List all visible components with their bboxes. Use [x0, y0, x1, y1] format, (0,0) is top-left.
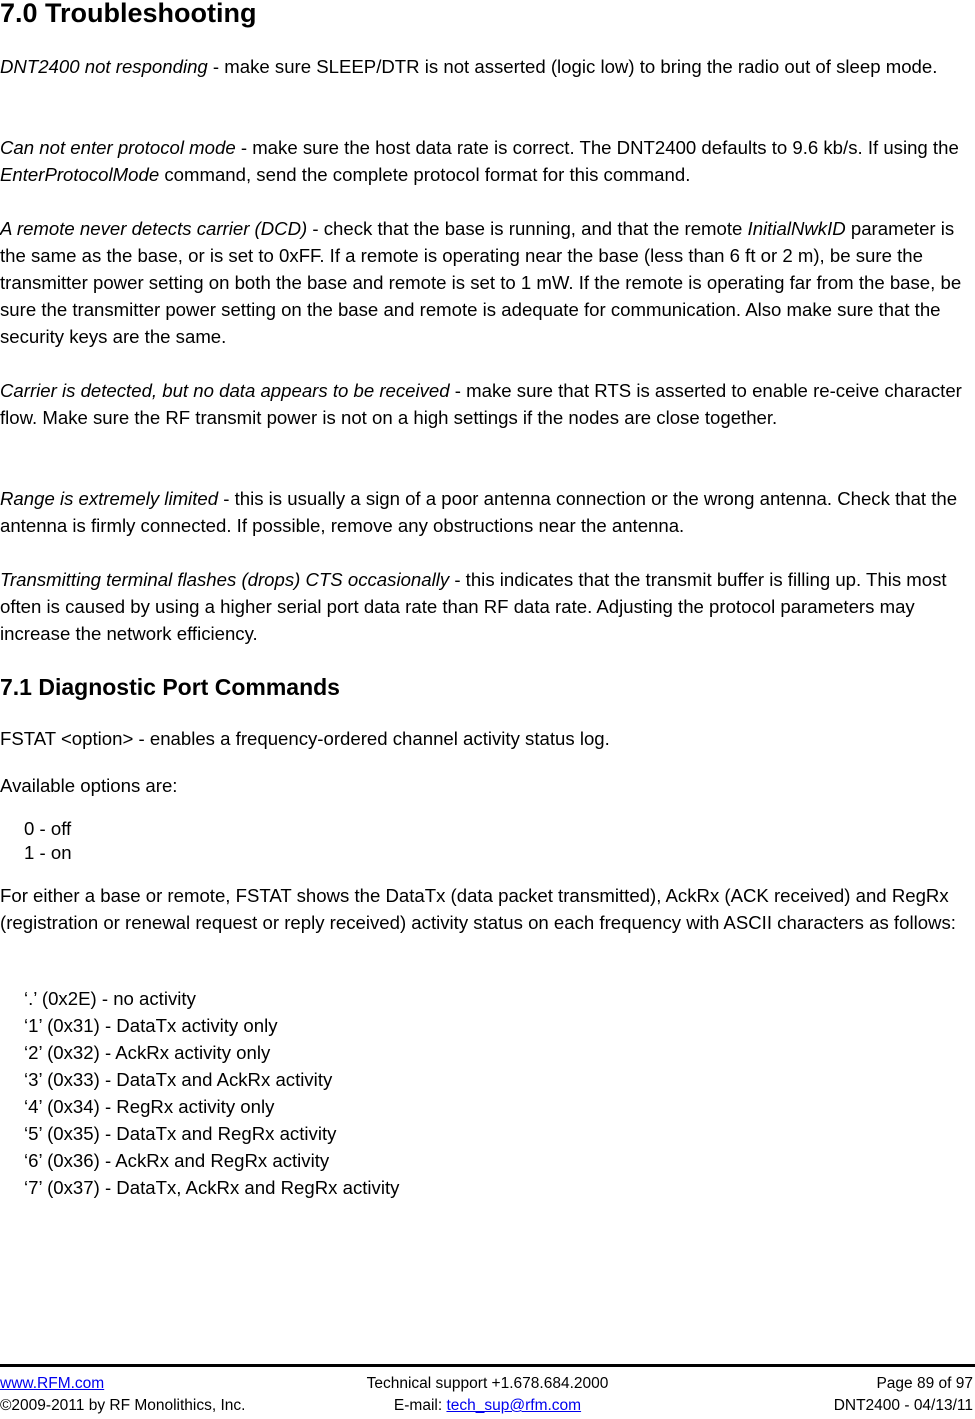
- options-intro: Available options are:: [0, 775, 178, 796]
- copyright: ©2009-2011 by RF Monolithics, Inc.: [0, 1397, 246, 1414]
- code-item: ‘1’ (0x31) - DataTx activity only: [24, 1015, 278, 1036]
- troubleshooting-item: [0, 134, 975, 188]
- item-text: - this is usually a sign of a poor antenna connection or the wrong antenna. Check that the antenna is firmly connected. If possible, remove any obstructions near the antenna.: [0, 488, 958, 536]
- item-lead: Transmitting terminal flashes (drops) CTS occasionally: [0, 569, 450, 590]
- code-item: ‘.’ (0x2E) - no activity: [24, 988, 196, 1009]
- section-heading-diagnostic: 7.1 Diagnostic Port Commands: [0, 674, 340, 700]
- code-item: ‘3’ (0x33) - DataTx and AckRx activity: [24, 1069, 333, 1090]
- code-item: ‘7’ (0x37) - DataTx, AckRx and RegRx activity: [24, 1177, 400, 1198]
- troubleshooting-item: [0, 377, 975, 431]
- document-id: DNT2400 - 04/13/11: [833, 1397, 973, 1414]
- troubleshooting-item: [0, 215, 975, 350]
- code-item: ‘6’ (0x36) - AckRx and RegRx activity: [24, 1150, 330, 1171]
- fstat-explanation: For either a base or remote, FSTAT shows the DataTx (data packet transmitted), AckRx (ACK received) and RegRx (registration or renewal request or reply received) activity status on each frequency with ASCII characters as follows:: [0, 885, 956, 933]
- item-text: command, send the complete protocol format for this command.: [159, 164, 691, 185]
- section-heading-troubleshooting: 7.0 Troubleshooting: [0, 0, 257, 28]
- footer-divider: [0, 1364, 975, 1367]
- option-item: 0 - off: [24, 818, 72, 839]
- email-link[interactable]: tech_sup@rfm.com: [446, 1397, 582, 1414]
- item-text: - check that the base is running, and that the remote: [307, 218, 748, 239]
- code-item: ‘5’ (0x35) - DataTx and RegRx activity: [24, 1123, 337, 1144]
- page-number: Page 89 of 97: [876, 1375, 973, 1392]
- item-text: parameter is the same as the base, or is set to 0xFF. If a remote is operating near the base (less than 6 ft or 2 m), be sure the transmitter power setting on both the base and remote is set to 1 mW. If the remote is operating far from the base, be sure the transmitter power setting on the base and remote is adequate for communication. Also make sure that the security keys are the same.: [0, 218, 962, 347]
- parameter-name: InitialNwkID: [747, 218, 846, 239]
- item-lead: Carrier is detected, but no data appears to be received: [0, 380, 450, 401]
- website-link[interactable]: www.RFM.com: [0, 1375, 105, 1392]
- item-lead: Range is extremely limited: [0, 488, 219, 509]
- item-lead: DNT2400 not responding: [0, 56, 208, 77]
- item-lead: Can not enter protocol mode: [0, 137, 236, 158]
- support-phone: Technical support +1.678.684.2000: [366, 1375, 609, 1392]
- option-item: 1 - on: [24, 842, 72, 863]
- item-lead: A remote never detects carrier (DCD): [0, 218, 308, 239]
- fstat-description: FSTAT <option> - enables a frequency-ordered channel activity status log.: [0, 728, 610, 749]
- item-text: - make sure that RTS is asserted to enable re-ceive character flow. Make sure the RF transmit power is not on a high settings if the nodes are close together.: [0, 380, 962, 428]
- code-item: ‘4’ (0x34) - RegRx activity only: [24, 1096, 275, 1117]
- command-name: EnterProtocolMode: [0, 164, 160, 185]
- troubleshooting-item: [0, 485, 975, 539]
- item-text: - this indicates that the transmit buffer is filling up. This most often is caused by using a higher serial port data rate than RF data rate. Adjusting the protocol parameters may increase the network efficiency.: [0, 569, 947, 644]
- troubleshooting-item: [0, 566, 975, 647]
- email-label: E-mail:: [393, 1397, 447, 1414]
- item-text: - make sure the host data rate is correct. The DNT2400 defaults to 9.6 kb/s. If using the: [235, 137, 959, 158]
- support-email: [0, 1395, 975, 1416]
- item-text: - make sure SLEEP/DTR is not asserted (logic low) to bring the radio out of sleep mode.: [207, 56, 938, 77]
- code-item: ‘2’ (0x32) - AckRx activity only: [24, 1042, 271, 1063]
- troubleshooting-item: [0, 53, 975, 80]
